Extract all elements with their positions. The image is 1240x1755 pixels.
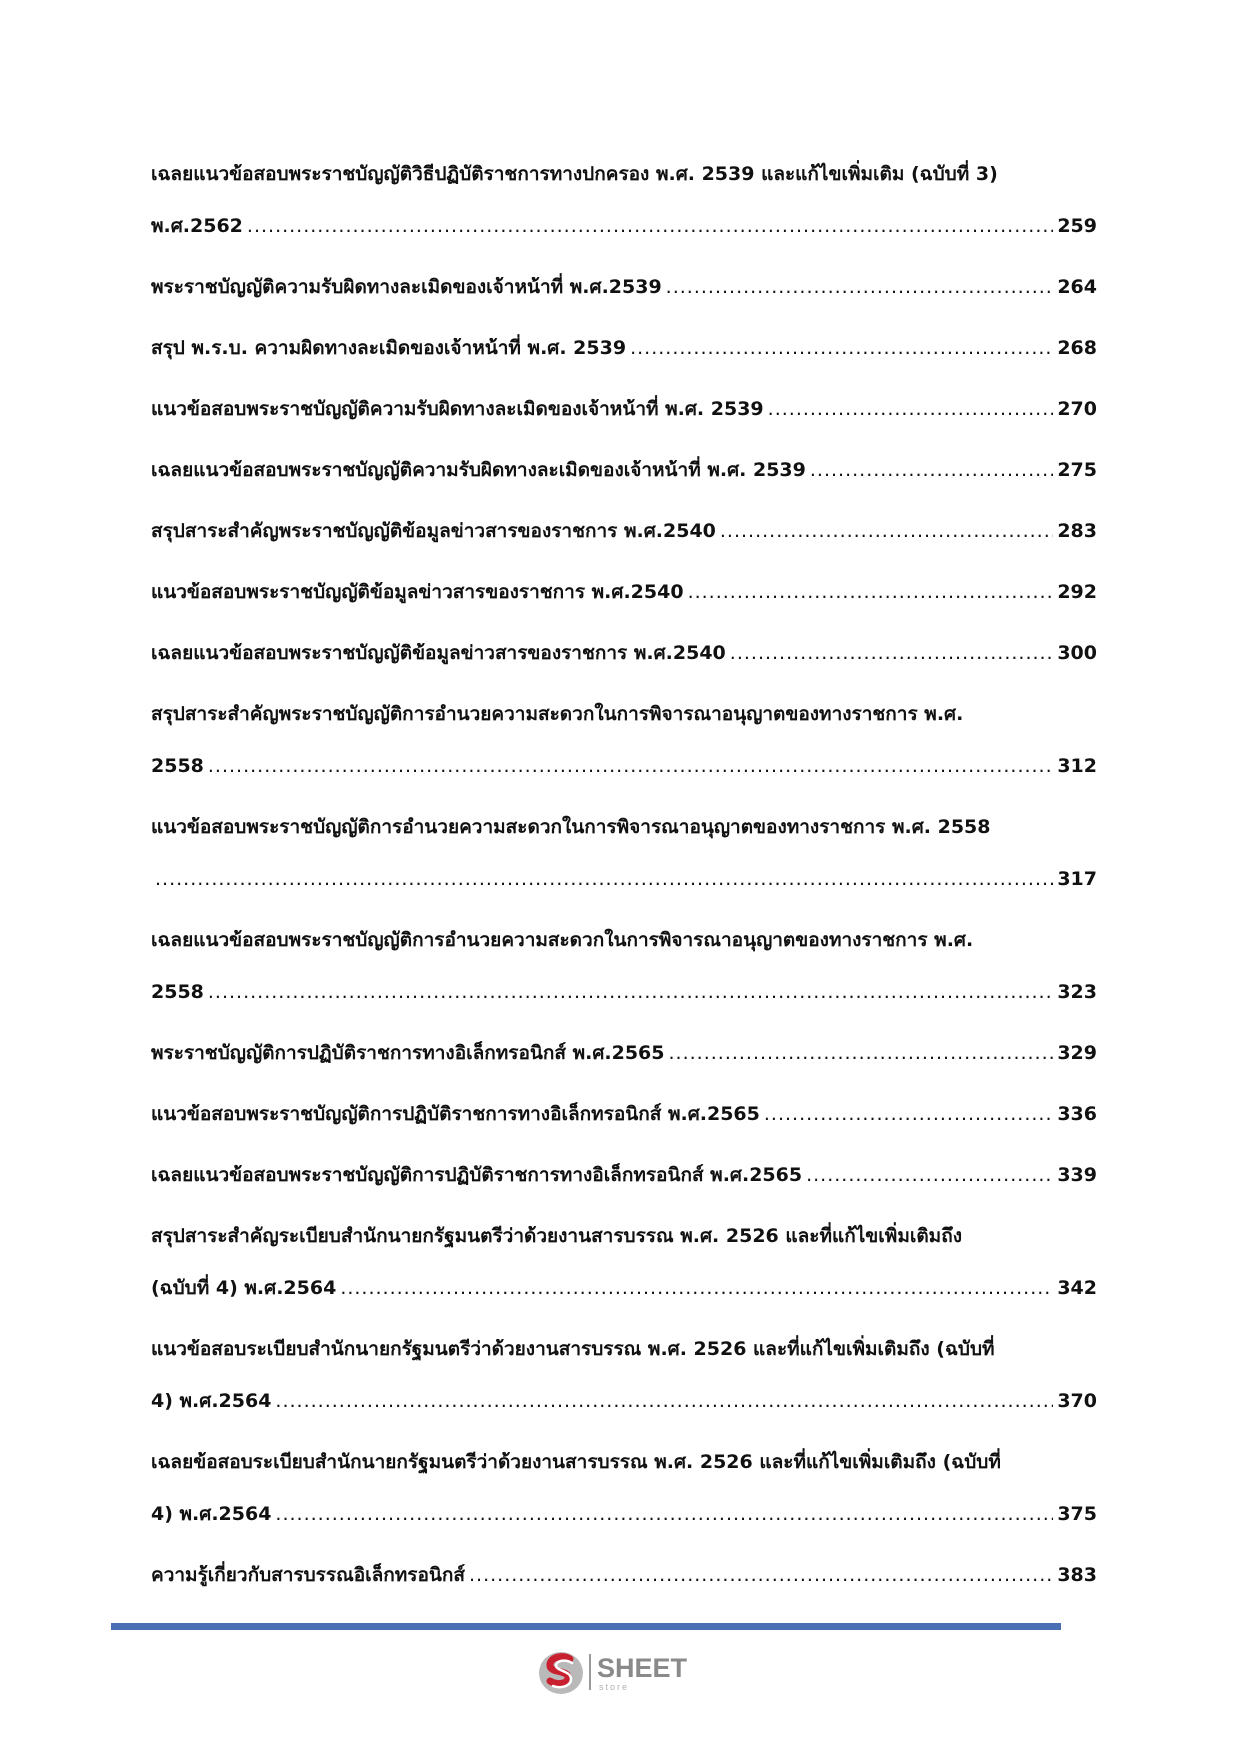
toc-entry-title: 4) พ.ศ.2564 <box>151 1390 272 1412</box>
toc-page-number: 268 <box>1057 337 1097 359</box>
toc-page-number: 259 <box>1057 215 1097 237</box>
toc-entry[interactable] <box>151 1323 1097 1427</box>
toc-page-number: 283 <box>1057 520 1097 542</box>
toc-entry[interactable] <box>151 148 1097 252</box>
logo-subtext: store <box>599 1682 630 1692</box>
toc-page-number: 339 <box>1057 1164 1097 1186</box>
toc-entry-leader-line <box>151 200 1097 252</box>
toc-page-number: 317 <box>1057 868 1097 890</box>
toc-entry[interactable] <box>151 383 1097 435</box>
toc-entry-leader-line <box>151 505 1097 557</box>
toc-entry[interactable] <box>151 505 1097 557</box>
toc-page-number: 264 <box>1057 276 1097 298</box>
toc-dot-leader <box>275 1375 1053 1427</box>
logo-text: SHEET <box>597 1653 688 1683</box>
toc-entry-title: 2558 <box>151 981 204 1003</box>
toc-entry-title: สรุป พ.ร.บ. ความผิดทางละเมิดของเจ้าหน้าที่ พ.ศ. 2539 <box>151 337 627 359</box>
toc-dot-leader <box>630 322 1053 374</box>
sheet-store-logo-icon <box>537 1648 585 1696</box>
toc-entry-title-line: สรุปสาระสำคัญพระราชบัญญัติการอำนวยความสะดวกในการพิจารณาอนุญาตของทางราชการ พ.ศ. <box>151 703 964 725</box>
logo-separator <box>589 1654 591 1690</box>
toc-page-number: 300 <box>1057 642 1097 664</box>
toc-entry-title: (ฉบับที่ 4) พ.ศ.2564 <box>151 1277 337 1299</box>
sheet-store-logo <box>537 1648 707 1696</box>
toc-dot-leader <box>155 853 1053 905</box>
toc-page-number: 292 <box>1057 581 1097 603</box>
toc-page-number: 336 <box>1057 1103 1097 1125</box>
toc-entry-title: 4) พ.ศ.2564 <box>151 1503 272 1525</box>
toc-entry[interactable] <box>151 688 1097 792</box>
toc-dot-leader <box>247 200 1053 252</box>
toc-dot-leader <box>806 1149 1053 1201</box>
toc-entry[interactable] <box>151 1027 1097 1079</box>
toc-entry[interactable] <box>151 444 1097 496</box>
toc-dot-leader <box>669 1027 1054 1079</box>
toc-dot-leader <box>764 1088 1053 1140</box>
toc-entry-title-line: แนวข้อสอบระเบียบสำนักนายกรัฐมนตรีว่าด้วยงานสารบรรณ พ.ศ. 2526 และที่แก้ไขเพิ่มเติมถึง (ฉบับที่ <box>151 1338 995 1360</box>
toc-entry-title-line: เฉลยข้อสอบระเบียบสำนักนายกรัฐมนตรีว่าด้วยงานสารบรรณ พ.ศ. 2526 และที่แก้ไขเพิ่มเติมถึง (ฉบับที่ <box>151 1451 1001 1473</box>
toc-entry-title-line: เฉลยแนวข้อสอบพระราชบัญญัติการอำนวยความสะดวกในการพิจารณาอนุญาตของทางราชการ พ.ศ. <box>151 929 974 951</box>
toc-entry-leader-line <box>151 966 1097 1018</box>
toc-entry-title: แนวข้อสอบพระราชบัญญัติข้อมูลข่าวสารของราชการ พ.ศ.2540 <box>151 581 684 603</box>
toc-entry-title: แนวข้อสอบพระราชบัญญัติการปฏิบัติราชการทางอิเล็กทรอนิกส์ พ.ศ.2565 <box>151 1103 760 1125</box>
toc-entry[interactable] <box>151 801 1097 905</box>
toc-page-number: 275 <box>1057 459 1097 481</box>
toc-entry-leader-line <box>151 1375 1097 1427</box>
footer-rule <box>111 1623 1061 1630</box>
toc-page-number: 270 <box>1057 398 1097 420</box>
toc-entry[interactable] <box>151 322 1097 374</box>
table-of-contents <box>151 148 1097 1610</box>
toc-dot-leader <box>469 1549 1053 1601</box>
toc-entry[interactable] <box>151 1210 1097 1314</box>
toc-dot-leader <box>730 627 1054 679</box>
toc-page-number: 312 <box>1057 755 1097 777</box>
toc-entry[interactable] <box>151 914 1097 1018</box>
toc-dot-leader <box>340 1262 1053 1314</box>
toc-entry-title: เฉลยแนวข้อสอบพระราชบัญญัติความรับผิดทางละเมิดของเจ้าหน้าที่ พ.ศ. 2539 <box>151 459 806 481</box>
toc-entry-leader-line <box>151 1088 1097 1140</box>
toc-dot-leader <box>275 1488 1053 1540</box>
toc-entry[interactable] <box>151 627 1097 679</box>
toc-entry[interactable] <box>151 1149 1097 1201</box>
toc-entry-title: พ.ศ.2562 <box>151 215 243 237</box>
toc-entry-title: พระราชบัญญัติความรับผิดทางละเมิดของเจ้าหน้าที่ พ.ศ.2539 <box>151 276 662 298</box>
toc-page-number: 370 <box>1057 1390 1097 1412</box>
toc-entry[interactable] <box>151 1549 1097 1601</box>
toc-page-number: 329 <box>1057 1042 1097 1064</box>
toc-page-number: 323 <box>1057 981 1097 1003</box>
toc-page-number: 375 <box>1057 1503 1097 1525</box>
toc-entry-leader-line <box>151 740 1097 792</box>
logo-wordmark <box>597 1648 707 1696</box>
toc-entry-title: แนวข้อสอบพระราชบัญญัติความรับผิดทางละเมิดของเจ้าหน้าที่ พ.ศ. 2539 <box>151 398 764 420</box>
toc-entry-leader-line <box>151 261 1097 313</box>
toc-dot-leader <box>208 740 1053 792</box>
toc-dot-leader <box>810 444 1053 496</box>
toc-dot-leader <box>768 383 1054 435</box>
toc-entry-leader-line <box>151 1027 1097 1079</box>
toc-entry-title: สรุปสาระสำคัญพระราชบัญญัติข้อมูลข่าวสารของราชการ พ.ศ.2540 <box>151 520 716 542</box>
toc-entry-leader-line <box>151 566 1097 618</box>
toc-dot-leader <box>688 566 1054 618</box>
toc-entry-leader-line <box>151 1549 1097 1601</box>
toc-entry-title: เฉลยแนวข้อสอบพระราชบัญญัติข้อมูลข่าวสารของราชการ พ.ศ.2540 <box>151 642 726 664</box>
toc-entry-leader-line <box>151 383 1097 435</box>
toc-entry-title: พระราชบัญญัติการปฏิบัติราชการทางอิเล็กทรอนิกส์ พ.ศ.2565 <box>151 1042 665 1064</box>
toc-entry-title-line: แนวข้อสอบพระราชบัญญัติการอำนวยความสะดวกในการพิจารณาอนุญาตของทางราชการ พ.ศ. 2558 <box>151 816 991 838</box>
toc-entry-leader-line <box>151 1149 1097 1201</box>
toc-dot-leader <box>208 966 1053 1018</box>
toc-entry-leader-line <box>151 1488 1097 1540</box>
toc-entry-title: ความรู้เกี่ยวกับสารบรรณอิเล็กทรอนิกส์ <box>151 1564 465 1586</box>
toc-entry[interactable] <box>151 1436 1097 1540</box>
toc-page-number: 342 <box>1057 1277 1097 1299</box>
toc-dot-leader <box>666 261 1054 313</box>
toc-entry[interactable] <box>151 566 1097 618</box>
toc-entry[interactable] <box>151 261 1097 313</box>
toc-entry-title-line: เฉลยแนวข้อสอบพระราชบัญญัติวิธีปฏิบัติราชการทางปกครอง พ.ศ. 2539 และแก้ไขเพิ่มเติม (ฉบับที่ 3) <box>151 163 998 185</box>
toc-entry-title: เฉลยแนวข้อสอบพระราชบัญญัติการปฏิบัติราชการทางอิเล็กทรอนิกส์ พ.ศ.2565 <box>151 1164 803 1186</box>
toc-entry-leader-line <box>151 1262 1097 1314</box>
toc-entry-title-line: สรุปสาระสำคัญระเบียบสำนักนายกรัฐมนตรีว่าด้วยงานสารบรรณ พ.ศ. 2526 และที่แก้ไขเพิ่มเติมถึง <box>151 1225 962 1247</box>
toc-entry-title: 2558 <box>151 755 204 777</box>
toc-entry-leader-line <box>151 627 1097 679</box>
toc-dot-leader <box>720 505 1053 557</box>
toc-entry[interactable] <box>151 1088 1097 1140</box>
toc-page-number: 383 <box>1057 1564 1097 1586</box>
toc-entry-leader-line <box>151 853 1097 905</box>
toc-entry-leader-line <box>151 322 1097 374</box>
toc-entry-leader-line <box>151 444 1097 496</box>
